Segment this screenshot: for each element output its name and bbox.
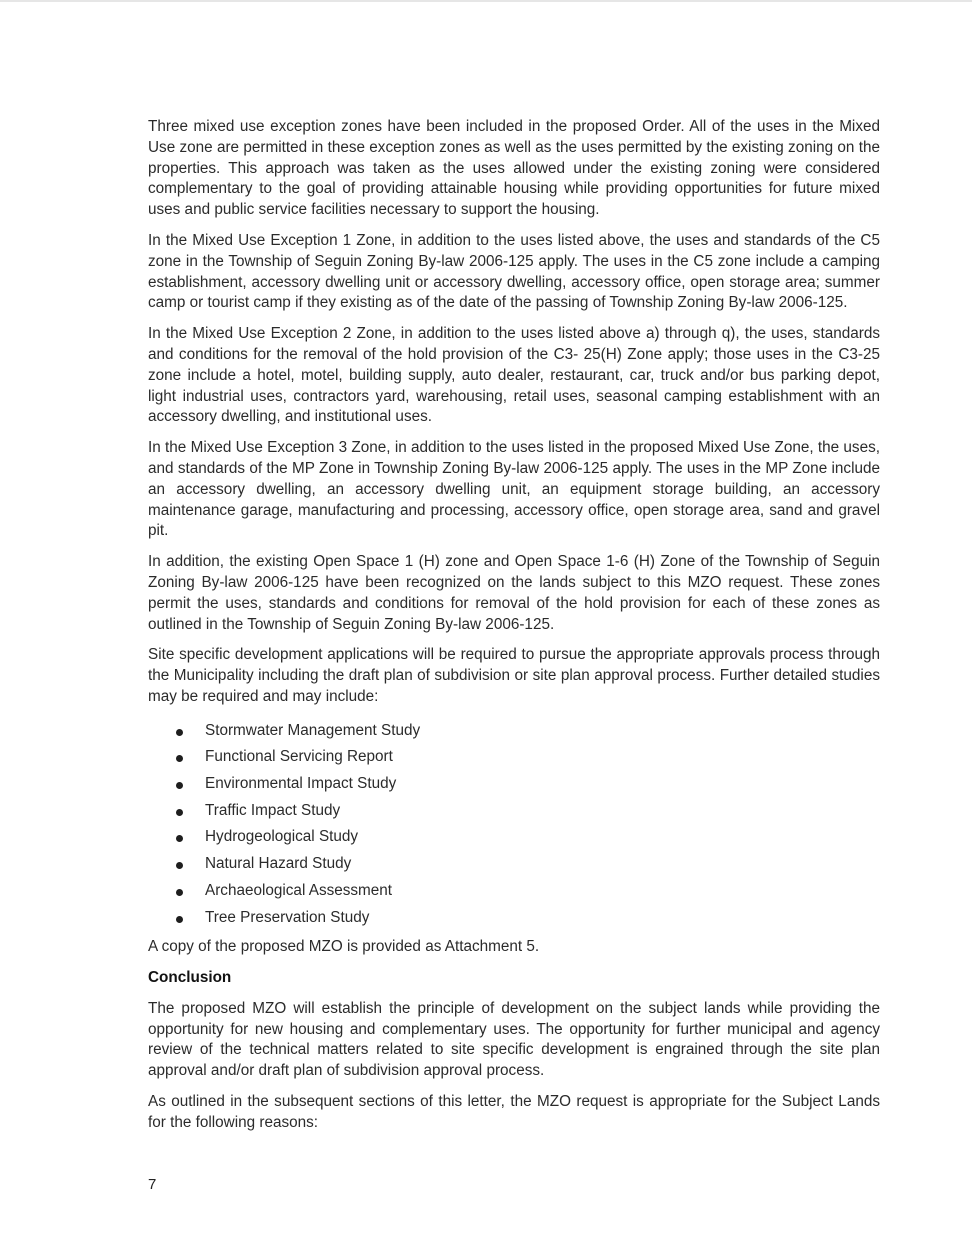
list-item xyxy=(148,824,880,851)
list-item-text: Stormwater Management Study xyxy=(205,721,421,739)
list-item xyxy=(148,798,880,825)
bullet-icon xyxy=(176,729,183,736)
bullet-icon xyxy=(176,835,183,842)
page-body xyxy=(148,117,880,1144)
list-item-text: Functional Servicing Report xyxy=(205,748,393,766)
list-item-text: Environmental Impact Study xyxy=(205,775,397,793)
paragraph-mixed-use-exceptions-intro: Three mixed use exception zones have been included in the proposed Order. All of the uses in the Mixed Use zone are permitted in these exception zones as well as the uses permitted by the existing zoning on the properties. This approach was taken as the uses allowed under the existing zoning were considered complementary to the goal of providing attainable housing while providing opportunities for future mixed uses and public service facilities necessary to support the housing. xyxy=(148,118,880,219)
paragraph-conclusion-reasons: As outlined in the subsequent sections of this letter, the MZO request is appropriate for the Subject Lands for the following reasons: xyxy=(148,1093,880,1131)
list-item xyxy=(148,905,880,932)
bullet-icon xyxy=(176,916,183,923)
paragraph-open-space-zones: In addition, the existing Open Space 1 (H) zone and Open Space 1-6 (H) Zone of the Township of Seguin Zoning By-law 2006-125 have been recognized on the lands subject to this MZO request. These zones permit the uses, standards and conditions for removal of the hold provision for each of these zones as outlined in the Township of Seguin Zoning By-law 2006-125. xyxy=(148,553,880,633)
list-item-text: Natural Hazard Study xyxy=(205,855,352,873)
paragraph-exception-1-zone: In the Mixed Use Exception 1 Zone, in addition to the uses listed above, the uses and standards of the C5 zone in the Township of Seguin Zoning By-law 2006-125 apply. The uses in the C5 zone include a camping establishment, accessory dwelling unit or accessory dwelling, accessory office, open storage area; summer camp or tourist camp if they existing as of the date of the passing of Township Zoning By-law 2006-125. xyxy=(148,231,880,312)
list-item-text: Traffic Impact Study xyxy=(205,801,341,819)
paragraph-conclusion-principle: The proposed MZO will establish the principle of development on the subject lands while providing the opportunity for new housing and complementary uses. The opportunity for further municipal and agency review of the technical matters related to site specific development is engrained through the site plan approval and/or draft plan of subdivision approval process. xyxy=(148,999,880,1080)
list-item xyxy=(148,851,880,878)
paragraph-exception-2-zone: In the Mixed Use Exception 2 Zone, in addition to the uses listed above a) through q), the uses, standards and conditions for the removal of the hold provision of the C3- 25(H) Zone apply; those uses in the C3-25 zone include a hotel, motel, building supply, auto dealer, restaurant, car, truck and/or bus parking depot, light industrial uses, contractors yard, warehousing, retail uses, seasonal camping establishment with an accessory dwelling, and institutional uses. xyxy=(148,325,880,426)
list-item-text: Tree Preservation Study xyxy=(205,908,370,926)
list-item-text: Archaeological Assessment xyxy=(205,881,393,899)
list-item xyxy=(148,878,880,905)
conclusion-heading: Conclusion xyxy=(148,969,232,987)
bullet-icon xyxy=(176,889,183,896)
bullet-icon xyxy=(176,809,183,816)
page-number: 7 xyxy=(148,1176,157,1193)
studies-list xyxy=(148,718,880,932)
bullet-icon xyxy=(176,862,183,869)
list-item xyxy=(148,718,880,745)
bullet-icon xyxy=(176,782,183,789)
list-item-text: Hydrogeological Study xyxy=(205,828,359,846)
list-item xyxy=(148,771,880,798)
top-border xyxy=(0,0,972,2)
bullet-icon xyxy=(176,755,183,762)
list-item xyxy=(148,744,880,771)
paragraph-site-specific-applications: Site specific development applications will be required to pursue the appropriate approvals process through the Municipality including the draft plan of subdivision or site plan approval process. Further detailed studies may be required and may include: xyxy=(148,646,880,705)
paragraph-exception-3-zone: In the Mixed Use Exception 3 Zone, in addition to the uses listed in the proposed Mixed Use Zone, the uses, and standards of the MP Zone in Township Zoning By-law 2006-125 apply. The uses in the MP Zone include an accessory dwelling, an accessory dwelling unit, an equipment storage building, an accessory maintenance garage, manufacturing and processing, accessory office, open storage area, sand and gravel pit. xyxy=(148,439,880,540)
attachment-note: A copy of the proposed MZO is provided as Attachment 5. xyxy=(148,938,540,956)
